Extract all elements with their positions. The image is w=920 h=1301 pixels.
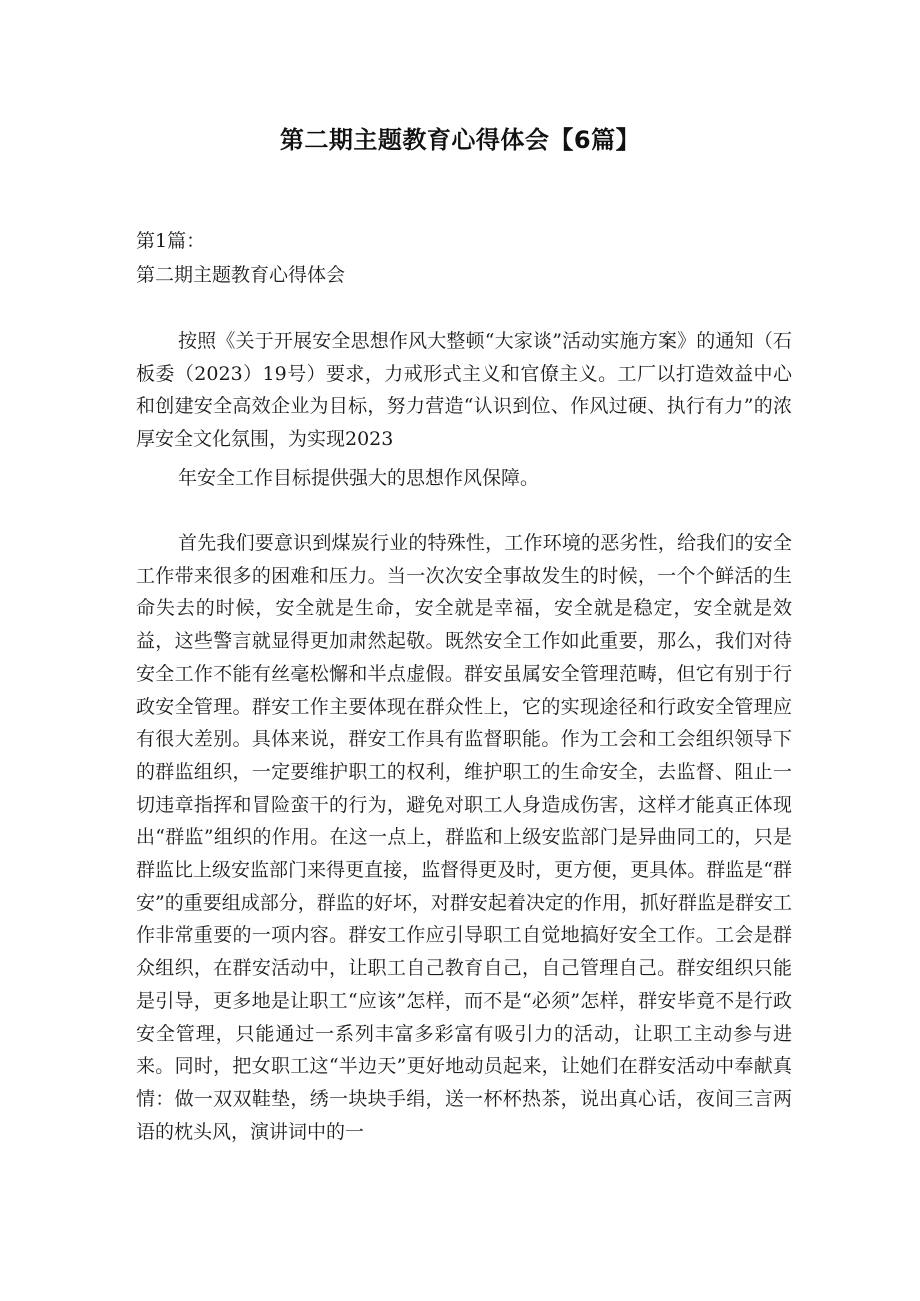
paragraph-2: 首先我们要意识到煤炭行业的特殊性，工作环境的恶劣性，给我们的安全工作带来很多的困难和压力。当一次次安全事故发生的时候，一个个鲜活的生命失去的时候，安全就是生命，安全就是幸福，安全就是稳定，安全就是效益，这些警言就显得更加肃然起敬。既然安全工作如此重要，那么，我们对待安全工作不能有丝毫松懈和半点虚假。群安虽属安全管理范畴，但它有别于行政安全管理。群安工作主要体现在群众性上，它的实现途径和行政安全管理应有很大差别。具体来说，群安工作具有监督职能。作为工会和工会组织领导下的群监组织，一定要维护职工的权利，维护职工的生命安全，去监督、阻止一切违章指挥和冒险蛮干的行为，避免对职工人身造成伤害，这样才能真正体现出“群监”组织的作用。在这一点上，群监和上级安监部门是异曲同工的，只是群监比上级安监部门来得更直接，监督得更及时，更方便，更具体。群监是“群安”的重要组成部分，群监的好坏，对群安起着决定的作用，抓好群监是群安工作非常重要的一项内容。群安工作应引导职工自觉地搞好安全工作。工会是群众组织，在群安活动中，让职工自己教育自己，自己管理自己。群安组织只能是引导，更多地是让职工“应该”怎样，而不是“必须”怎样，群安毕竟不是行政安全管理，只能通过一系列丰富多彩富有吸引力的活动，让职工主动参与进来。同时，把女职工这“半边天”更好地动员起来，让她们在群安活动中奉献真情：做一双双鞋垫，绣一块块手绢，送一杯杯热茶，说出真心话，夜间三言两语的枕头风，演讲词中的一 <box>136 532 792 1143</box>
paragraph-1-continuation: 年安全工作目标提供强大的思想作风保障。 <box>178 467 540 489</box>
section-title: 第二期主题教育心得体会 <box>136 264 346 286</box>
document-title: 第二期主题教育心得体会【6篇】 <box>279 126 641 154</box>
section-label: 第1篇： <box>136 230 206 252</box>
paragraph-1: 按照《关于开展安全思想作风大整顿“大家谈”活动实施方案》的通知（石板委（2023）19号）要求，力戒形式主义和官僚主义。工厂以打造效益中心和创建安全高效企业为目标，努力营造“认识到位、作风过硬、执行有力”的浓厚安全文化氛围，为实现2023 <box>136 330 792 451</box>
